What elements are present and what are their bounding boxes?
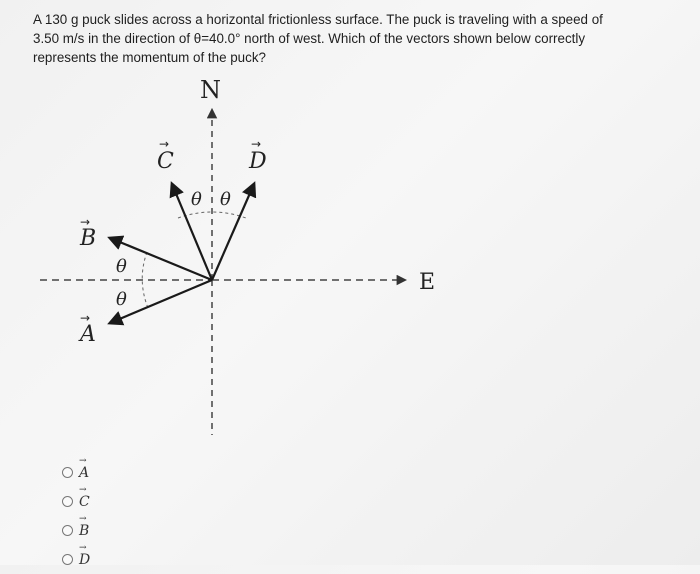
question-text: A 130 g puck slides across a horizontal frictionless surface. The puck is traveling with a speed of 3.50 m/s in the direction of θ=40.0° north of west. Which of the vectors shown below correctly represents the momentum of the puck? [33,12,603,65]
radio-d[interactable] [62,554,73,565]
choice-a[interactable] [62,458,90,487]
choice-d[interactable] [62,545,90,574]
vector-c-arrow-icon: → [159,137,170,151]
vector-a-label: A [80,322,96,347]
choice-d-label: → D [79,552,90,568]
vector-c-label: C [157,149,174,174]
answer-choices [62,458,90,574]
choice-b[interactable] [62,516,90,545]
theta-label-top-left: θ [191,189,202,210]
choice-c-label: → C [79,494,90,510]
theta-label-upper-left: θ [116,256,127,277]
angle-arc-left [142,252,148,308]
east-label: E [419,270,436,295]
theta-label-top-right: θ [220,189,231,210]
vector-d-label: D [249,149,267,174]
vector-d [212,184,254,280]
vector-a-arrow-icon: → [80,311,91,325]
choice-a-label: → A [79,465,89,481]
choice-b-label: → B [79,523,89,539]
radio-b[interactable] [62,525,73,536]
vector-b-label: B [80,226,97,251]
theta-label-lower-left: θ [116,289,127,310]
radio-c[interactable] [62,496,73,507]
vector-b-arrow-icon: → [80,215,91,229]
vector-d-arrow-icon: → [251,137,262,151]
radio-a[interactable] [62,467,73,478]
north-label: N [200,76,221,104]
choice-c[interactable] [62,487,90,516]
